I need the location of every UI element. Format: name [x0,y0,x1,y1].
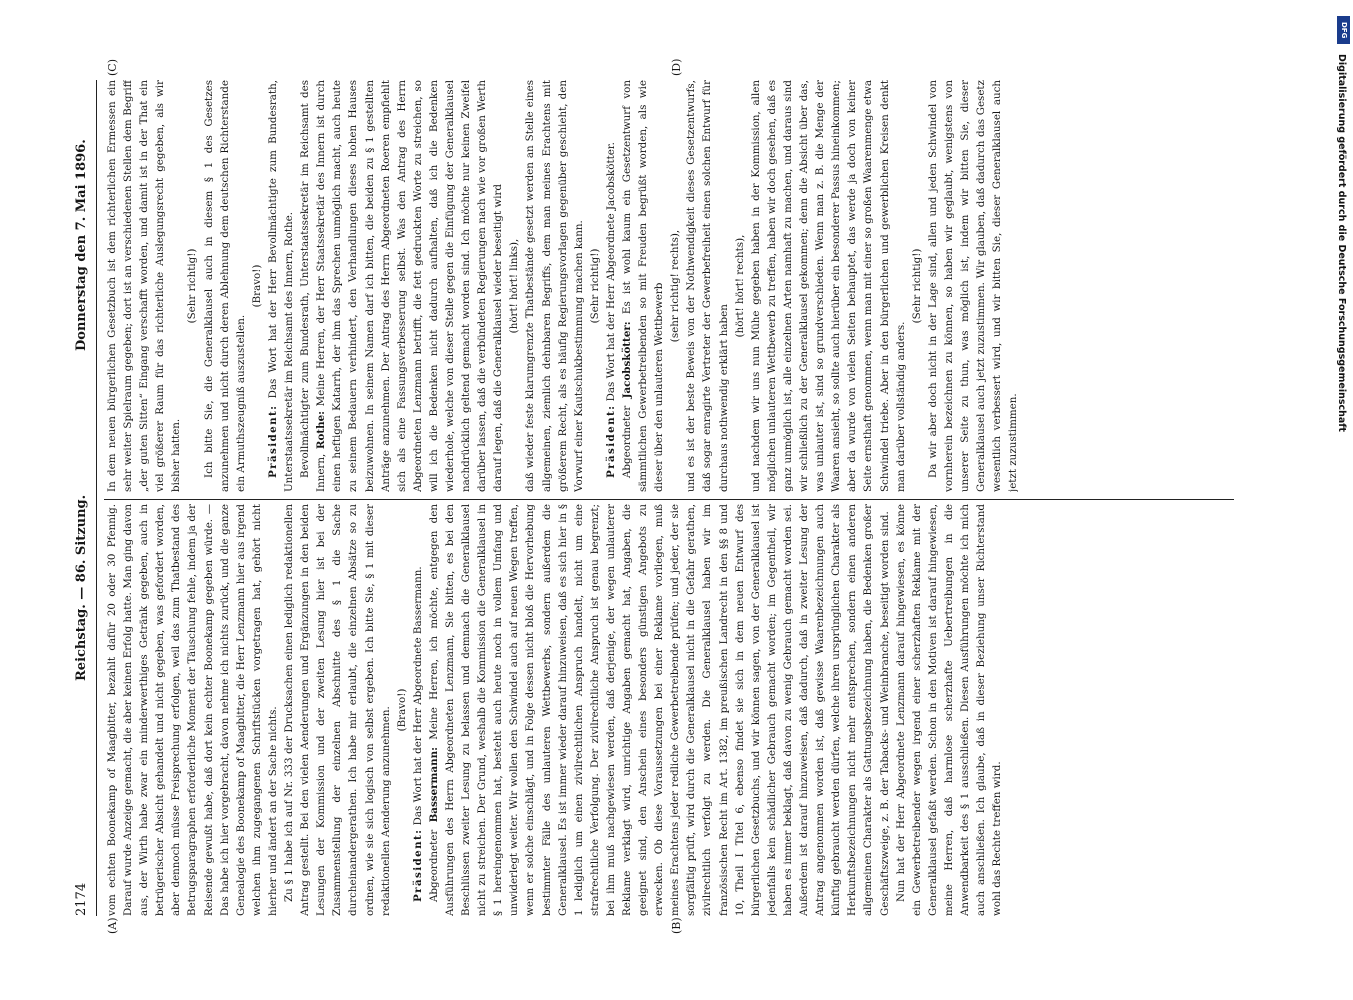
paragraph: In dem neuen bürgerlichen Gesetzbuch ist dem richterlichen Ermessen ein sehr weiter Spielraum gegeben; dort ist an verschiedenen Stellen dem Begriff „der guten Sitten“ Eingang verschafft worden, und damit ist in der That ein viel größerer Raum für das richterliche Auslegungsrecht gegeben, als wir bisher hatten. [106,80,183,492]
speaker-intro: Bevollmächtigter zum Bundesrath, Unterstaatssekretär im Reichsamt des Innern, [299,80,328,492]
speaker-intro: Abgeordneter [621,405,633,478]
header-left-title: Reichstag. — 86. Sitzung. [74,494,89,681]
paragraph: daß wieder feste klarumgrenzte Thatbestände gesetzt werden an Stelle eines allgemeinen, ziemlich dehnbaren Begriffs, dem man meines Erachtens mit größerem Recht, als es häufig Regierungsvorlagen gegenüber geschieht, den Vorwurf einer Kautschukbestimmung machen kann. [524,80,585,492]
interjection: (sehr richtig! rechts), [669,229,682,343]
page-number: 2174 [74,882,89,916]
paragraph: Es ist wohl kaum ein Gesetzentwurf von sämmtlichen Gewerbetreibenden so mit Freuden begrüßt worden, als wie dieser über den unlauteren Wettbewerb [621,80,666,492]
interjection: (Bravo!) [250,264,263,308]
margin-marker-b: (B) [670,917,683,934]
right-column [104,80,1244,492]
paragraph: Zu § 1 habe ich auf Nr. 333 der Drucksachen einen lediglich redaktionellen Antrag gestellt. Bei den vielen Aenderungen und Ergänzungen in den beiden Lesungen der Kommission und der zweiten Lesung hier ist bei der Zusammenstellung der einzelnen Abschnitte des § 1 die Sache durcheinandergerathen. Ich habe mir erlaubt, die einzelnen Absätze so zu ordnen, wie sie sich logisch von selbst ergeben. Ich bitte Sie, § 1 mit dieser redaktionellen Aenderung anzunehmen. [283,504,392,916]
margin-marker-d: (D) [670,58,683,76]
paragraph: Das Wort hat der Herr Abgeordnete Bassermann. [411,566,424,826]
interjection: (Bravo!) [395,688,408,732]
interjection: (hört! hört! links), [508,238,521,334]
paragraph: Das Wort hat der Herr Abgeordnete Jacobskötter. [604,142,617,402]
speaker-label: Bassermann: [427,747,440,823]
margin-marker-a: (A) [106,917,119,934]
paragraph: vom echten Boonekamp of Maagbitter, bezahlt dafür 20 oder 30 Pfennig. Darauf wurde Anzeige gemacht, die aber keinen Erfolg hatte. Man ging davon aus, der Wirth habe zwar ein minderwerthiges Getränk gegeben, auch in betrügerischer Absicht gehandelt und nicht gegeben, was gefordert worden, aber dennoch müsse Freisprechung erfolgen, weil das zum Thatbestand des Betrugsparagraphen erforderliche Moment der Täuschung fehle, indem ja der Reisende gewußt habe, daß dort kein echter Boonekamp gegeben würde. — Das habe ich hier vorgebracht, davon nehme ich nichts zurück, und die ganze Genealogie des Boonekamp of Maagbitter, die Herr Lenzmann hier aus irgend welchen ihm zugegangenen Schriftstücken vorgetragen hat, gehört nicht hierher und ändert an der Sache nichts. [106,504,279,916]
speaker-label: Präsident: [411,828,424,902]
speaker-label: Präsident: [266,404,279,478]
header-right-title: Donnerstag den 7. Mai 1896. [74,139,89,351]
dfg-logo: DFG [1337,16,1350,44]
credit-text: Digitalisierung gefördert durch die Deutsche Forschungsgemeinschaft [1336,54,1347,432]
running-header [72,86,96,916]
paragraph: Das Wort hat der Herr Bevollmächtigte zum Bundesrath, Unterstaatssekretär im Reichsamt des Innern, Rothe. [266,80,296,492]
header-rule [96,80,97,916]
paragraph: Nun hat der Herr Abgeordnete Lenzmann darauf hingewiesen, es könne ein Gewerbetreibender wegen irgend einer scherzhaften Reklame mit der Generalklausel gefaßt werden. Schon in den Motiven ist darauf hingewiesen, meine Herren, daß harmlose scherzhafte Uebertreibungen in die Anwendbarkeit des § 1 ausschließen. Diesen Ausführungen möchte ich mich auch anschließen. Ich glaube, daß in dieser Beziehung unser Richterstand wohl das Rechte treffen wird. [894,504,1004,916]
left-column [104,504,1244,916]
speaker-label: Rothe: [315,411,328,450]
interjection: (Sehr richtig!) [186,248,199,324]
paragraph: und es ist der beste Beweis von der Nothwendigkeit dieses Gesetzentwurfs, daß sogar enragirte Vertreter der Gewerbefreiheit einen solchen Entwurf für durchaus nothwendig erklärt haben [685,80,730,492]
margin-marker-c: (C) [106,59,119,76]
column-divider [104,499,1234,500]
paragraph: Meine Herren, der Herr Staatssekretär des Innern ist durch einen heftigen Katarrh, der ihm das Sprechen unmöglich macht, auch heute zu seinem Bedauern verhindert, den Verhandlungen dieses hohen Hauses beizuwohnen. In seinem Namen darf ich bitten, die beiden zu § 1 gestellten Anträge anzunehmen. Der Antrag des Herrn Abgeordneten Roeren empfiehlt sich als eine Fassungsverbesserung selbst. Was den Antrag des Herrn Abgeordneten Lenzmann betrifft, die fett gedruckten Worte zu streichen, so will ich die Bedenken nicht dadurch aufhalten, daß ich die Bedenken wiederhole, welche von dieser Stelle gegen die Einfügung der Generalklausel nachdrücklich geltend gemacht worden sind. Ich möchte nur keinen Zweifel darüber lassen, daß die verbündeten Regierungen nach wie vor großen Werth darauf legen, daß die Generalklausel wieder beseitigt wird [315,80,505,492]
speaker-label: Jacobskötter: [621,321,633,399]
paragraph: und nachdem wir uns nun Mühe gegeben haben in der Kommission, allen möglichen unlauteren Wettbewerb zu treffen, haben wir doch gesehen, daß es ganz unmöglich ist, alle einzelnen Arten namhaft zu machen, und daraus sind wir schließlich zu der Generalklausel gekommen; denn die Absicht über das, was unlauter ist, sind so grundverschieden. Wenn man z. B. die Menge der Waaren ansieht, so sollte auch hierüber ein besonderer Passus hineinkommen; aber da wurde von vielen Seiten behauptet, das werde ja doch von keiner Seite ernsthaft genommen, wenn man mit einer so großen Waarenmenge etwa Schwindel triebe. Aber in den bürgerlichen und gewerblichen Kreisen denkt man darüber vollständig anders. [749,80,907,492]
interjection: (Sehr richtig!) [910,248,923,324]
interjection: (hört! hört! rechts), [733,234,746,338]
paragraph: Meine Herren, ich möchte, entgegen den Ausführungen des Herrn Abgeordneten Lenzmann, Sie bitten, es bei den Beschlüssen zweiter Lesung zu belassen und demnach die Generalklausel nicht zu streichen. Der Grund, weshalb die Kommission die Generalklausel in § 1 hereingenommen hat, besteht auch heute noch in vollem Umfang und unwiderlegt weiter. Wir wollen den Schwindel auch auf neuen Wegen treffen, wenn er solche einschlägt, und in Folge dessen nicht bloß die Hervorhebung bestimmter Fälle des unlauteren Wettbewerbs, sondern außerdem die Generalklausel. Es ist immer wieder darauf hinzuweisen, daß es sich hier in § 1 lediglich um einen zivilrechtlichen Anspruch handelt, nicht um eine strafrechtliche Verfolgung. Der zivilrechtliche Anspruch ist genau begrenzt; bei ihm muß nachgewiesen werden, daß derjenige, der wegen unlauterer Reklame verklagt wird, unrichtige Angaben gemacht hat, Angaben, die geeignet sind, den Anschein eines besonders günstigen Angebots zu erwecken. Ob diese Voraussetzungen bei einer Reklame vorliegen, muß meines Erachtens jeder redliche Gewerbetreibende prüfen; und jeder, der sie sorgfältig prüft, wird durch die Generalklausel nicht in die Gefahr gerathen, zivilrechtlich verfolgt zu werden. Die Generalklausel haben wir im französischen Recht im Art. 1382, im preußischen Landrecht in den §§ 8 und 10, Theil I Titel 6, ebenso findet sie sich in dem neuen Entwurf des bürgerlichen Gesetzbuchs, und wir können sagen, von der Generalklausel ist jedenfalls kein schädlicher Gebrauch gemacht worden; im Gegentheil, wir haben es immer beklagt, daß davon zu wenig Gebrauch gemacht worden sei. Außerdem ist darauf hinzuweisen, daß dadurch, daß in zweiter Lesung der Antrag angenommen worden ist, daß gewisse Waarenbezeichnungen auch künftig gebraucht werden dürfen, welche ihren ursprünglichen Charakter als Herkunftsbezeichnungen nicht mehr entsprechen, sondern einen anderen allgemeinen Charakter als Gattungsbezeichnung haben, die Bedenken großer Geschäftszweige, z. B. der Tabacks- und Weinbranche, beseitigt worden sind. [427,504,891,916]
interjection: (Sehr richtig!) [588,248,601,324]
digitization-credit [1334,6,1352,996]
speaker-intro: Abgeordneter [427,829,440,902]
speaker-label: Präsident: [604,404,617,478]
paragraph: Da wir aber doch nicht in der Lage sind, allen und jeden Schwindel von vornherein bezeichnen zu können, so haben wir geglaubt, wenigstens von unserer Seite zu thun, was möglich ist, indem wir bitten Sie, dieser Generalklausel auch jetzt zuzustimmen. Wir glauben, daß dadurch das Gesetz wesentlich verbessert wird, und wir bitten Sie, dieser Generalklausel auch jetzt zuzustimmen. [926,80,1020,492]
paragraph: Ich bitte Sie, die Generalklausel auch in diesem § 1 des Gesetzes anzunehmen und nicht durch deren Ablehnung dem deutschen Richterstande ein Armuthszeugniß auszustellen. [202,80,247,492]
